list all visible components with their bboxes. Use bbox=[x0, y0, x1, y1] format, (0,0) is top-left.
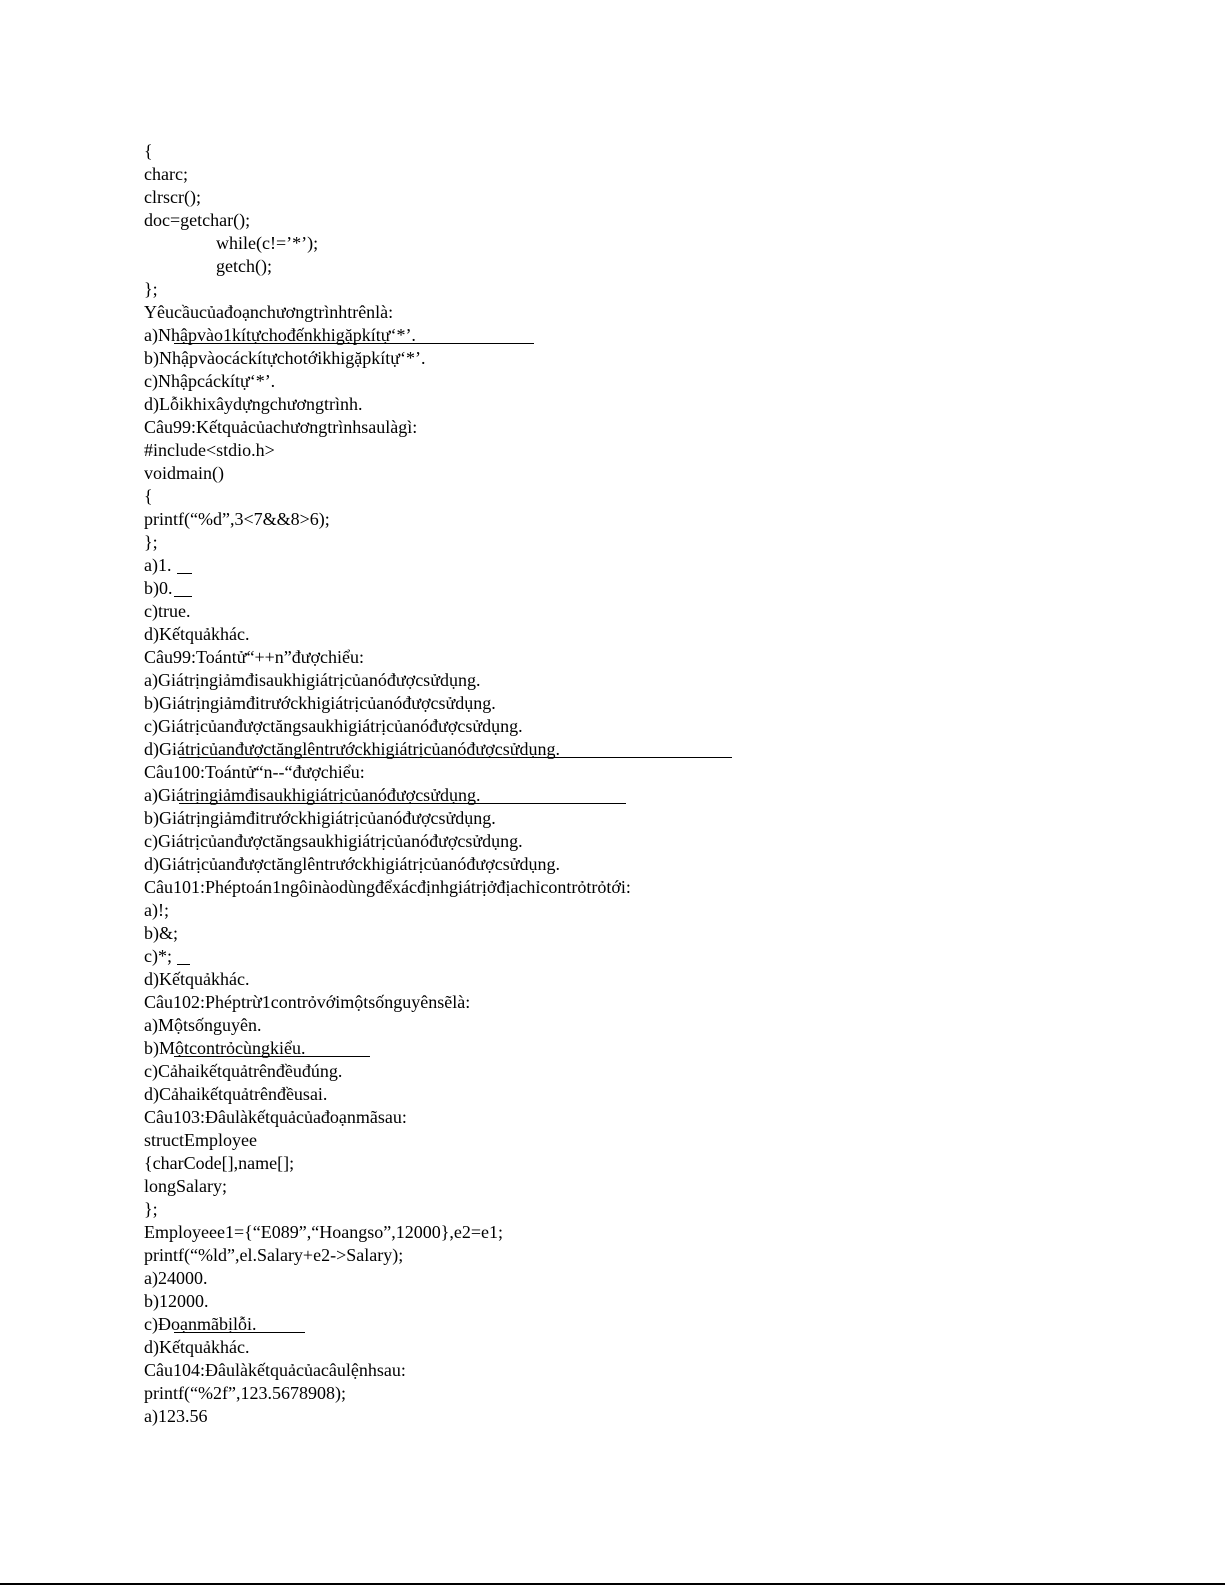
text-line bbox=[144, 1290, 1144, 1313]
text-line bbox=[144, 1336, 1144, 1359]
text-line-content: a)!; bbox=[144, 900, 169, 920]
text-line-content: getch(); bbox=[216, 256, 272, 276]
text-line-content: structEmployee bbox=[144, 1130, 257, 1150]
text-line-content: b)Mộtcontrỏcùngkiểu. bbox=[144, 1038, 306, 1058]
text-line bbox=[144, 1198, 1144, 1221]
document-body bbox=[144, 140, 1144, 1428]
text-line-content: b)0. bbox=[144, 578, 173, 598]
text-line bbox=[144, 600, 1144, 623]
text-line-content: Employeee1={“E089”,“Hoangso”,12000},e2=e1; bbox=[144, 1222, 503, 1242]
text-line-content: doc=getchar(); bbox=[144, 210, 251, 230]
text-line-content: Yêucầucủađoạnchươngtrìnhtrênlà: bbox=[144, 302, 394, 322]
text-line bbox=[144, 278, 1144, 301]
text-line bbox=[144, 485, 1144, 508]
text-line-content: a)24000. bbox=[144, 1268, 208, 1288]
text-line bbox=[144, 1267, 1144, 1290]
text-line bbox=[144, 761, 1144, 784]
text-line-content: d)Giátrịcủanđượctănglêntrướckhigiátrịcủanóđượcsửdụng. bbox=[144, 739, 560, 759]
text-line bbox=[144, 669, 1144, 692]
text-line-content: b)&; bbox=[144, 923, 178, 943]
answer-underline bbox=[179, 803, 626, 804]
text-line-content: a)1. bbox=[144, 555, 172, 575]
text-line bbox=[144, 577, 1144, 600]
text-line bbox=[144, 1244, 1144, 1267]
text-line-content: printf(“%2f”,123.5678908); bbox=[144, 1383, 346, 1403]
answer-underline bbox=[177, 964, 190, 965]
text-line bbox=[144, 899, 1144, 922]
text-line-content: Câu99:Toántử“++n”đượchiểu: bbox=[144, 647, 365, 667]
text-line bbox=[144, 623, 1144, 646]
text-line bbox=[144, 1175, 1144, 1198]
text-line bbox=[144, 186, 1144, 209]
text-line bbox=[144, 393, 1144, 416]
text-line bbox=[144, 853, 1144, 876]
text-line-content: longSalary; bbox=[144, 1176, 227, 1196]
text-line bbox=[144, 554, 1144, 577]
text-line bbox=[144, 508, 1144, 531]
text-line-content: }; bbox=[144, 279, 158, 299]
text-line-content: a)Giátrịngiảmđisaukhigiátrịcủanóđượcsửdụng. bbox=[144, 670, 481, 690]
text-line-content: voidmain() bbox=[144, 463, 224, 483]
text-line-content: }; bbox=[144, 532, 158, 552]
text-line bbox=[144, 922, 1144, 945]
text-line bbox=[144, 1405, 1144, 1428]
answer-underline bbox=[174, 1056, 370, 1057]
answer-underline bbox=[174, 343, 534, 344]
answer-underline bbox=[174, 1332, 305, 1333]
text-line-content: clrscr(); bbox=[144, 187, 201, 207]
text-line bbox=[144, 439, 1144, 462]
text-line-content: c)Cảhaikếtquảtrênđềuđúng. bbox=[144, 1061, 343, 1081]
text-line bbox=[144, 1152, 1144, 1175]
text-line bbox=[144, 370, 1144, 393]
text-line-content: c)Giátrịcủanđượctăngsaukhigiátrịcủanóđượcsửdụng. bbox=[144, 831, 523, 851]
text-line bbox=[144, 347, 1144, 370]
text-line-content: d)Giátrịcủanđượctănglêntrướckhigiátrịcủanóđượcsửdụng. bbox=[144, 854, 560, 874]
text-line-content: c)Giátrịcủanđượctăngsaukhigiátrịcủanóđượcsửdụng. bbox=[144, 716, 523, 736]
text-line-content: { bbox=[144, 486, 153, 506]
text-line bbox=[144, 1129, 1144, 1152]
text-line bbox=[144, 416, 1144, 439]
text-line-content: c)Đoạnmãbịlỗi. bbox=[144, 1314, 257, 1334]
text-line bbox=[144, 531, 1144, 554]
text-line-content: Câu99:Kếtquảcủachươngtrìnhsaulàgì: bbox=[144, 417, 418, 437]
text-line bbox=[144, 462, 1144, 485]
text-line bbox=[144, 1221, 1144, 1244]
text-line bbox=[144, 232, 1144, 255]
text-line bbox=[144, 1083, 1144, 1106]
text-line bbox=[144, 1382, 1144, 1405]
text-line-content: b)Giátrịngiảmđitrướckhigiátrịcủanóđượcsửdụng. bbox=[144, 693, 496, 713]
text-line-content: Câu100:Toántử“n--“đượchiểu: bbox=[144, 762, 365, 782]
text-line bbox=[144, 715, 1144, 738]
text-line bbox=[144, 692, 1144, 715]
answer-underline bbox=[177, 573, 192, 574]
text-line-content: b)Nhậpvàocáckítựchotớikhigặpkítự‘*’. bbox=[144, 348, 426, 368]
text-line bbox=[144, 991, 1144, 1014]
text-line-content: d)Lỗikhixâydựngchươngtrình. bbox=[144, 394, 363, 414]
text-line bbox=[144, 968, 1144, 991]
text-line-content: d)Kếtquảkhác. bbox=[144, 1337, 250, 1357]
text-line-content: {charCode[],name[]; bbox=[144, 1153, 295, 1173]
text-line-content: }; bbox=[144, 1199, 158, 1219]
text-line-content: printf(“%d”,3<7&&8>6); bbox=[144, 509, 330, 529]
text-line-content: Câu104:Đâulàkếtquảcủacâulệnhsau: bbox=[144, 1360, 406, 1380]
text-line bbox=[144, 1359, 1144, 1382]
answer-underline bbox=[174, 596, 192, 597]
text-line bbox=[144, 163, 1144, 186]
text-line-content: c)true. bbox=[144, 601, 191, 621]
text-line-content: { bbox=[144, 141, 153, 161]
text-line bbox=[144, 1037, 1144, 1060]
text-line-content: #include<stdio.h> bbox=[144, 440, 275, 460]
text-line bbox=[144, 646, 1144, 669]
text-line bbox=[144, 738, 1144, 761]
text-line-content: d)Kếtquảkhác. bbox=[144, 969, 250, 989]
text-line bbox=[144, 140, 1144, 163]
text-line bbox=[144, 209, 1144, 232]
text-line bbox=[144, 1106, 1144, 1129]
text-line bbox=[144, 807, 1144, 830]
text-line bbox=[144, 1313, 1144, 1336]
text-line-content: b)Giátrịngiảmđitrướckhigiátrịcủanóđượcsửdụng. bbox=[144, 808, 496, 828]
text-line-content: c)*; bbox=[144, 946, 172, 966]
text-line-content: a)123.56 bbox=[144, 1406, 208, 1426]
text-line bbox=[144, 255, 1144, 278]
text-line-content: b)12000. bbox=[144, 1291, 209, 1311]
text-line-content: Câu101:Phéptoán1ngôinàodùngđểxácđịnhgiátrịởđịachỉcontrỏtrỏtới: bbox=[144, 877, 631, 897]
text-line bbox=[144, 1060, 1144, 1083]
text-line bbox=[144, 1014, 1144, 1037]
text-line-content: while(c!=’*’); bbox=[216, 233, 319, 253]
text-line-content: a)Nhậpvào1kítựchođếnkhigặpkítự‘*’. bbox=[144, 325, 416, 345]
answer-underline bbox=[179, 757, 732, 758]
text-line bbox=[144, 830, 1144, 853]
text-line-content: a)Giátrịngiảmđisaukhigiátrịcủanóđượcsửdụng. bbox=[144, 785, 481, 805]
text-line-content: printf(“%ld”,el.Salary+e2->Salary); bbox=[144, 1245, 404, 1265]
text-line-content: d)Cảhaikếtquảtrênđềusai. bbox=[144, 1084, 328, 1104]
text-line bbox=[144, 324, 1144, 347]
text-line-content: d)Kếtquảkhác. bbox=[144, 624, 250, 644]
text-line-content: Câu102:Phéptrừ1contrỏvớimộtsốnguyênsẽlà: bbox=[144, 992, 471, 1012]
text-line bbox=[144, 784, 1144, 807]
text-line-content: charc; bbox=[144, 164, 188, 184]
text-line bbox=[144, 301, 1144, 324]
text-line-content: Câu103:Đâulàkếtquảcủađoạnmãsau: bbox=[144, 1107, 407, 1127]
text-line-content: a)Mộtsốnguyên. bbox=[144, 1015, 262, 1035]
text-line bbox=[144, 945, 1144, 968]
text-line-content: c)Nhậpcáckítự‘*’. bbox=[144, 371, 276, 391]
text-line bbox=[144, 876, 1144, 899]
